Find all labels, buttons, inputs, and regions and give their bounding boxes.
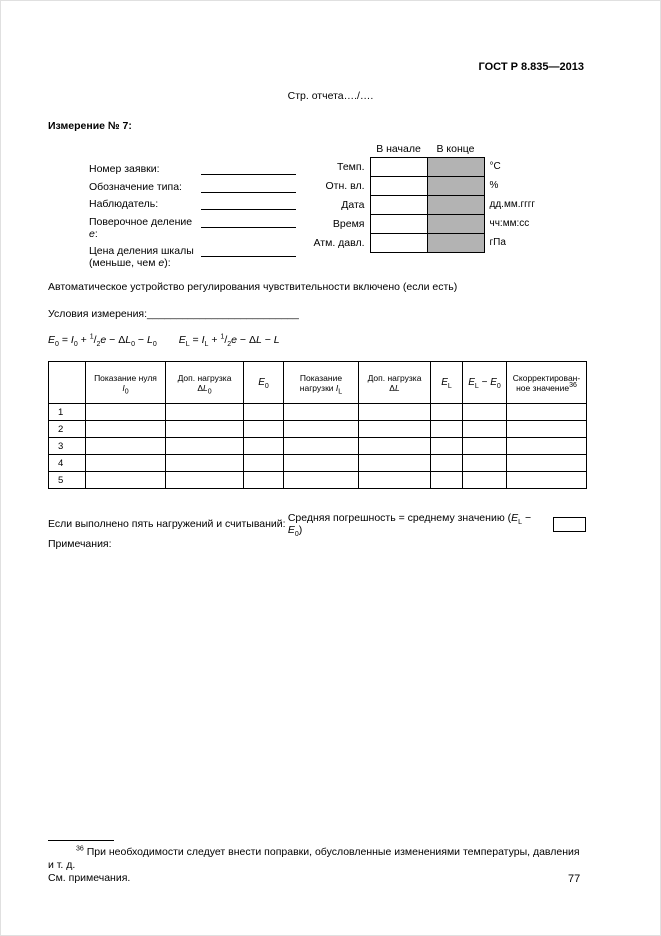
conditions-table: [300, 141, 558, 253]
doc-number: ГОСТ Р 8.835—2013: [478, 61, 584, 73]
empty-cell: [284, 404, 359, 421]
condition-row-humidity: [300, 176, 558, 195]
condition-label: Атм. давл.: [313, 236, 365, 249]
condition-value-start: [370, 176, 427, 195]
table-row: [49, 455, 587, 472]
results-header-row: [49, 362, 587, 404]
formula-e0: $E_0 = I_0 + ^1/_2e - \Delta L_0 - L_0$: [48, 333, 157, 349]
footnote: [48, 846, 588, 885]
formulas-row: [48, 333, 280, 349]
fill-in-line: [201, 216, 296, 228]
condition-label: Отн. вл.: [325, 179, 365, 192]
empty-cell: [463, 404, 507, 421]
table-row: [49, 421, 587, 438]
condition-value-start: [370, 195, 427, 214]
field-label-scale-division: Цена деления шкалы (меньше, чем e):: [89, 245, 194, 269]
condition-value-end: [427, 233, 484, 252]
column-header-el: $E_L$: [431, 362, 463, 404]
row-number: 1: [49, 404, 86, 421]
five-loadings-note: Если выполнено пять нагружений и считываний:: [48, 518, 286, 530]
condition-label: Дата: [341, 198, 365, 211]
form-field-row: [89, 181, 296, 193]
form-field-row: [89, 216, 296, 240]
field-label-observer: Наблюдатель:: [89, 198, 159, 210]
empty-cell: [463, 421, 507, 438]
condition-row-pressure: [300, 233, 558, 252]
column-header-corrected-value: Скорректирован- ное значение$^{36}$: [507, 362, 587, 404]
form-field-row: [89, 163, 296, 175]
row-number: 2: [49, 421, 86, 438]
empty-cell: [431, 472, 463, 489]
spacer: [484, 141, 558, 157]
empty-cell: [507, 455, 587, 472]
condition-row-date: [300, 195, 558, 214]
condition-value-end: [427, 214, 484, 233]
condition-unit: чч:мм:сс: [489, 218, 530, 229]
condition-unit: °С: [489, 161, 501, 172]
field-label-request-number: Номер заявки:: [89, 163, 160, 175]
conditions-header-row: [300, 141, 558, 157]
empty-cell: [244, 404, 284, 421]
column-header-el-minus-e0: $E_L - E_0$: [463, 362, 507, 404]
condition-value-end: [427, 157, 484, 176]
empty-cell: [284, 455, 359, 472]
column-header-row-number: [49, 362, 86, 404]
empty-cell: [507, 421, 587, 438]
empty-cell: [166, 472, 244, 489]
form-field-row: [89, 198, 296, 210]
empty-cell: [86, 421, 166, 438]
form-field-row: [89, 245, 296, 269]
condition-value-start: [370, 157, 427, 176]
empty-cell: [359, 455, 431, 472]
notes-label: Примечания:: [48, 538, 112, 550]
empty-cell: [463, 472, 507, 489]
empty-cell: [86, 472, 166, 489]
condition-value-end: [427, 195, 484, 214]
empty-cell: [86, 438, 166, 455]
condition-unit: гПа: [489, 237, 506, 248]
table-row: [49, 438, 587, 455]
empty-cell: [507, 438, 587, 455]
row-number: 4: [49, 455, 86, 472]
empty-cell: [359, 438, 431, 455]
col-header-end: В конце: [436, 142, 475, 155]
empty-cell: [284, 438, 359, 455]
footnote-separator: [48, 840, 114, 841]
table-row: [49, 404, 587, 421]
field-label-type-designation: Обозначение типа:: [89, 180, 182, 193]
condition-label: Темп.: [337, 160, 365, 173]
condition-row-temperature: [300, 157, 558, 176]
condition-label: Время: [332, 217, 365, 230]
empty-cell: [431, 421, 463, 438]
request-info-form: [89, 163, 296, 275]
results-table: [48, 361, 587, 489]
fill-in-line: [201, 245, 296, 257]
column-header-e0: $E_0$: [244, 362, 284, 404]
column-header-extra-load: Доп. нагрузка ΔL: [359, 362, 431, 404]
empty-cell: [244, 472, 284, 489]
spacer: [300, 141, 370, 157]
empty-cell: [463, 455, 507, 472]
formula-el: $E_L = I_L + ^1/_2e - \Delta L - L$: [178, 333, 280, 349]
condition-row-time: [300, 214, 558, 233]
column-header-load-indication: Показание нагрузки $I_L$: [284, 362, 359, 404]
empty-cell: [166, 404, 244, 421]
empty-cell: [431, 438, 463, 455]
condition-unit: %: [489, 180, 499, 191]
empty-cell: [166, 438, 244, 455]
empty-cell: [166, 421, 244, 438]
empty-cell: [431, 455, 463, 472]
fill-in-line: [201, 198, 296, 210]
fill-in-line: [201, 181, 296, 193]
empty-cell: [359, 472, 431, 489]
condition-value-start: [370, 214, 427, 233]
condition-value-end: [427, 176, 484, 195]
condition-value-start: [370, 233, 427, 252]
row-number: 3: [49, 438, 86, 455]
column-header-zero-indication: Показание нуля $I_0$: [86, 362, 166, 404]
empty-cell: [86, 455, 166, 472]
empty-cell: [284, 421, 359, 438]
footnote-line: См. примечания.: [48, 872, 131, 884]
empty-cell: [507, 404, 587, 421]
empty-cell: [507, 472, 587, 489]
empty-cell: [431, 404, 463, 421]
footnote-line: $^{36}$ При необходимости следует внести поправки, обусловленные изменениями температуры, давления и т. д.: [48, 845, 580, 871]
summary-row: [48, 512, 586, 539]
report-page-ref: Стр. отчета…./….: [287, 90, 374, 102]
measurement-title: Измерение № 7:: [48, 120, 132, 132]
field-label-verification-division: Поверочное деление e:: [89, 215, 193, 240]
condition-unit: дд.мм.гггг: [489, 199, 536, 210]
fill-in-line: [201, 163, 296, 175]
empty-cell: [166, 455, 244, 472]
empty-cell: [463, 438, 507, 455]
empty-cell: [244, 455, 284, 472]
mean-error-note: Средняя погрешность = среднему значению $(E_L - E_0)$: [287, 512, 532, 539]
page-number: 77: [568, 873, 581, 885]
column-header-extra-load-0: Доп. нагрузка $\Delta L_0$: [166, 362, 244, 404]
table-row: [49, 472, 587, 489]
row-number: 5: [49, 472, 86, 489]
empty-cell: [86, 404, 166, 421]
mean-error-box: [553, 517, 586, 532]
empty-cell: [244, 421, 284, 438]
empty-cell: [244, 438, 284, 455]
auto-device-note: Автоматическое устройство регулирования чувствительности включено (если есть): [48, 281, 458, 293]
empty-cell: [359, 421, 431, 438]
empty-cell: [284, 472, 359, 489]
col-header-start: В начале: [376, 142, 421, 155]
measurement-conditions-line: Условия измерения:__________________________: [48, 308, 299, 320]
empty-cell: [359, 404, 431, 421]
